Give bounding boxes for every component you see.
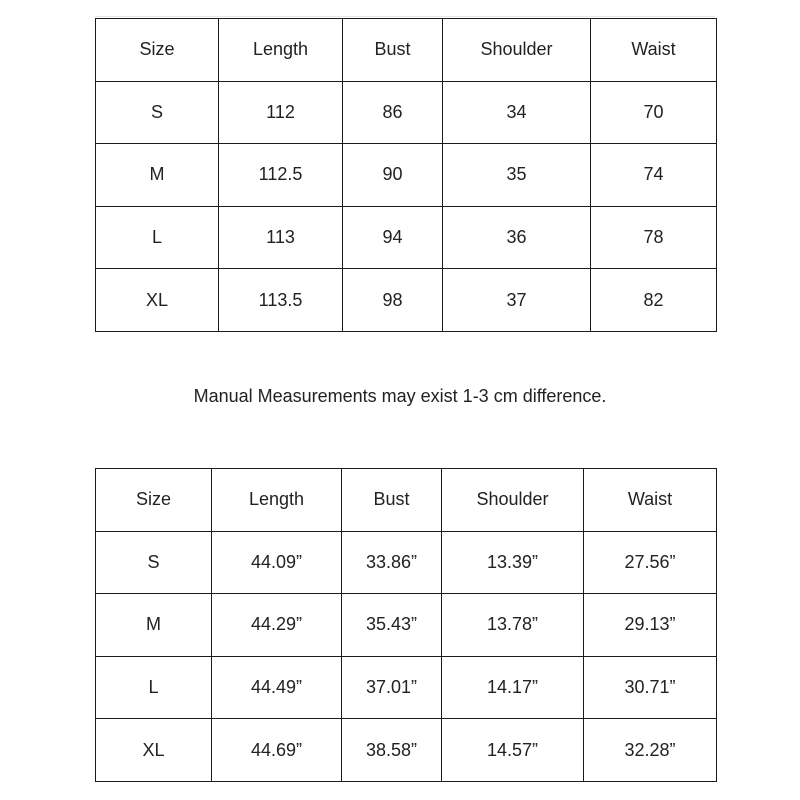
header-waist: Waist <box>584 469 717 532</box>
table-row <box>96 719 717 782</box>
size-chart-inch-table <box>95 468 717 782</box>
cell-size: L <box>96 656 212 719</box>
header-waist: Waist <box>591 19 717 82</box>
cell-waist: 30.71” <box>584 656 717 719</box>
cell-shoulder: 14.57” <box>442 719 584 782</box>
header-size: Size <box>96 19 219 82</box>
table-row <box>96 81 717 144</box>
table-header-row <box>96 469 717 532</box>
cell-bust: 38.58” <box>342 719 442 782</box>
table-row <box>96 656 717 719</box>
cell-shoulder: 34 <box>443 81 591 144</box>
cell-bust: 86 <box>343 81 443 144</box>
cell-length: 44.09” <box>212 531 342 594</box>
cell-length: 44.29” <box>212 594 342 657</box>
table-row <box>96 531 717 594</box>
cell-waist: 82 <box>591 269 717 332</box>
header-size: Size <box>96 469 212 532</box>
cell-size: M <box>96 144 219 207</box>
table-row <box>96 206 717 269</box>
cell-bust: 37.01” <box>342 656 442 719</box>
table-row <box>96 144 717 207</box>
cell-size: L <box>96 206 219 269</box>
cell-length: 44.69” <box>212 719 342 782</box>
cell-waist: 29.13” <box>584 594 717 657</box>
cell-bust: 33.86” <box>342 531 442 594</box>
cell-length: 112 <box>219 81 343 144</box>
cell-length: 113.5 <box>219 269 343 332</box>
table-row <box>96 269 717 332</box>
cell-bust: 35.43” <box>342 594 442 657</box>
table-header-row <box>96 19 717 82</box>
header-bust: Bust <box>342 469 442 532</box>
cell-shoulder: 14.17” <box>442 656 584 719</box>
header-shoulder: Shoulder <box>442 469 584 532</box>
top-divider <box>95 16 715 17</box>
size-chart-cm-table <box>95 18 717 332</box>
cell-bust: 94 <box>343 206 443 269</box>
cell-size: M <box>96 594 212 657</box>
cell-shoulder: 13.39” <box>442 531 584 594</box>
cell-waist: 70 <box>591 81 717 144</box>
header-length: Length <box>212 469 342 532</box>
cell-size: S <box>96 531 212 594</box>
cell-shoulder: 13.78” <box>442 594 584 657</box>
cell-waist: 27.56” <box>584 531 717 594</box>
table-row <box>96 594 717 657</box>
cell-shoulder: 35 <box>443 144 591 207</box>
cell-waist: 74 <box>591 144 717 207</box>
cell-length: 112.5 <box>219 144 343 207</box>
cell-length: 44.49” <box>212 656 342 719</box>
measurement-note: Manual Measurements may exist 1-3 cm difference. <box>193 386 607 406</box>
cell-shoulder: 36 <box>443 206 591 269</box>
cell-size: XL <box>96 719 212 782</box>
header-shoulder: Shoulder <box>443 19 591 82</box>
cell-bust: 98 <box>343 269 443 332</box>
cell-size: S <box>96 81 219 144</box>
cell-shoulder: 37 <box>443 269 591 332</box>
header-bust: Bust <box>343 19 443 82</box>
cell-bust: 90 <box>343 144 443 207</box>
cell-waist: 78 <box>591 206 717 269</box>
cell-length: 113 <box>219 206 343 269</box>
cell-waist: 32.28” <box>584 719 717 782</box>
header-length: Length <box>219 19 343 82</box>
cell-size: XL <box>96 269 219 332</box>
